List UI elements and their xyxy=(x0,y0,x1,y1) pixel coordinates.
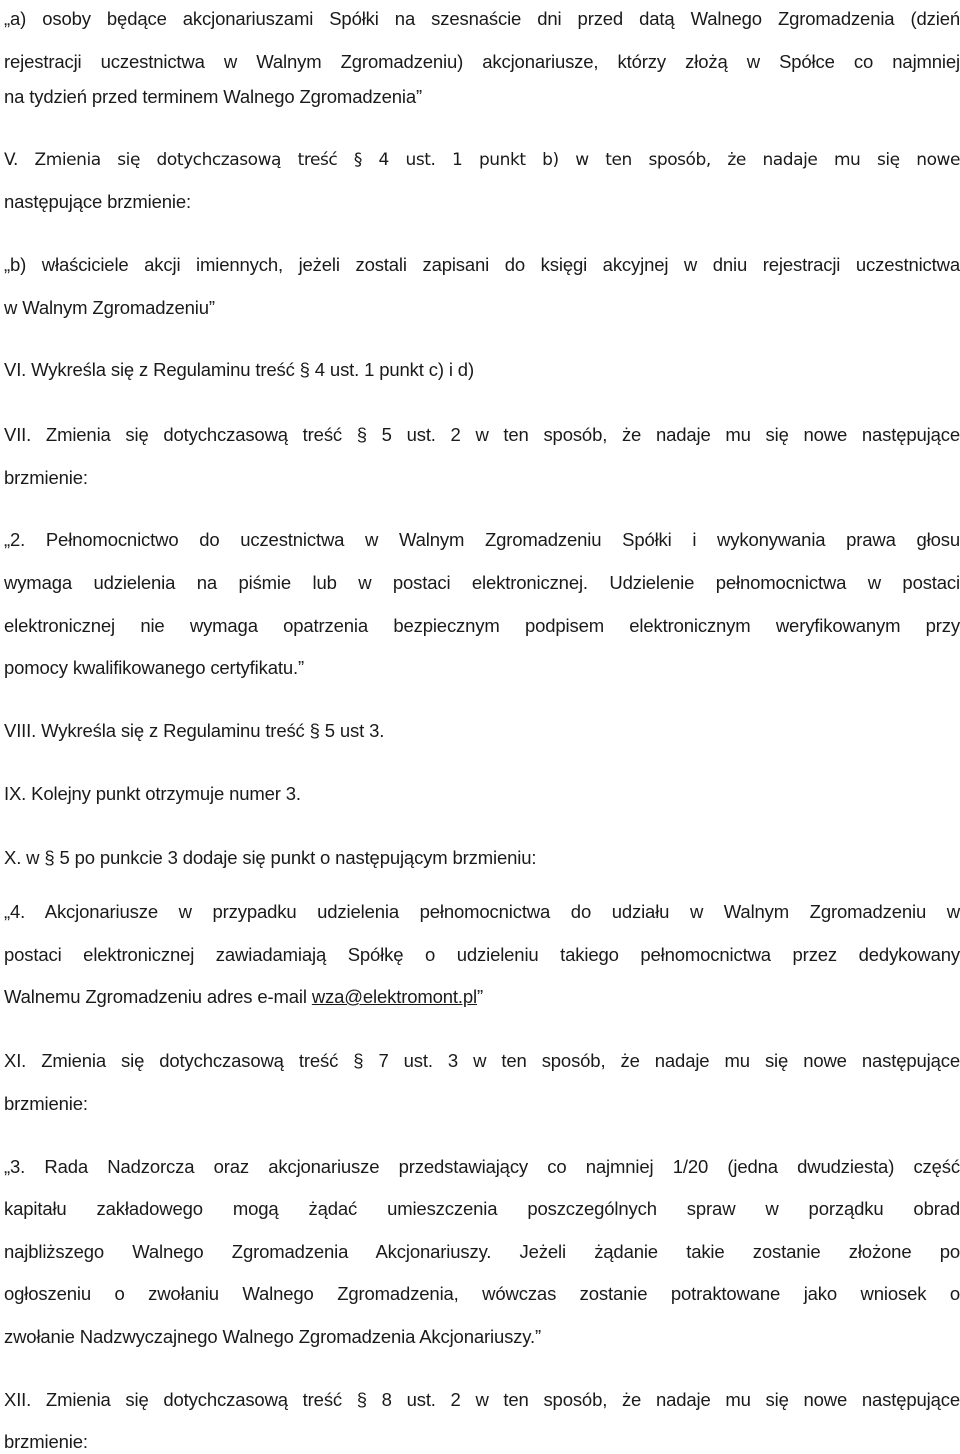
text-line: najbliższego Walnego Zgromadzenia Akcjonariuszy. Jeżeli żądanie takie zostanie złożone po xyxy=(4,1241,960,1262)
text-line: „4. Akcjonariusze w przypadku udzielenia pełnomocnictwa do udziału w Walnym Zgromadzeniu w xyxy=(4,901,960,922)
text-line: pomocy kwalifikowanego certyfikatu.” xyxy=(4,657,304,678)
section-heading-xii: XII. Zmienia się dotychczasową treść § 8 ust. 2 w ten sposób, że nadaje mu się nowe następujące xyxy=(4,1389,960,1410)
section-heading-v: V. Zmienia się dotychczasową treść § 4 ust. 1 punkt b) w ten sposób, że nadaje mu się nowe xyxy=(4,150,960,170)
text-line: postaci elektronicznej zawiadamiają Spółkę o udzieleniu takiego pełnomocnictwa przez dedykowany xyxy=(4,944,960,965)
text-line: „3. Rada Nadzorcza oraz akcjonariusze przedstawiający co najmniej 1/20 (jedna dwudziesta) część xyxy=(4,1156,960,1177)
section-heading-x: X. w § 5 po punkcie 3 dodaje się punkt o następującym brzmieniu: xyxy=(4,847,537,868)
text-line: „b) właściciele akcji imiennych, jeżeli zostali zapisani do księgi akcyjnej w dniu rejestracji uczestnictwa xyxy=(4,254,960,275)
text-line: zwołanie Nadzwyczajnego Walnego Zgromadzenia Akcjonariuszy.” xyxy=(4,1326,542,1347)
text-line: brzmienie: xyxy=(4,1093,88,1114)
section-heading-ix: IX. Kolejny punkt otrzymuje numer 3. xyxy=(4,783,301,804)
section-heading-vii: VII. Zmienia się dotychczasową treść § 5 ust. 2 w ten sposób, że nadaje mu się nowe następujące xyxy=(4,424,960,445)
text-line: wymaga udzielenia na piśmie lub w postaci elektronicznej. Udzielenie pełnomocnictwa w postaci xyxy=(4,572,960,593)
text-line: w Walnym Zgromadzeniu” xyxy=(4,297,215,318)
text-line: brzmienie: xyxy=(4,467,88,488)
text-line: rejestracji uczestnictwa w Walnym Zgromadzeniu) akcjonariusze, którzy złożą w Spółce co najmniej xyxy=(4,51,960,72)
text-line: elektronicznej nie wymaga opatrzenia bezpiecznym podpisem elektronicznym weryfikowanym przy xyxy=(4,615,960,636)
text-line: kapitału zakładowego mogą żądać umieszczenia poszczególnych spraw w porządku obrad xyxy=(4,1198,960,1219)
email-prefix: Walnemu Zgromadzeniu adres e-mail xyxy=(4,986,312,1007)
section-heading-viii: VIII. Wykreśla się z Regulaminu treść § 5 ust 3. xyxy=(4,720,385,741)
closing-quote: ” xyxy=(477,986,484,1007)
text-line: następujące brzmienie: xyxy=(4,191,191,212)
text-line: brzmienie: xyxy=(4,1431,88,1452)
section-heading-vi: VI. Wykreśla się z Regulaminu treść § 4 ust. 1 punkt c) i d) xyxy=(4,359,474,380)
text-line xyxy=(4,985,960,1009)
text-line: ogłoszeniu o zwołaniu Walnego Zgromadzenia, wówczas zostanie potraktowane jako wniosek o xyxy=(4,1283,960,1304)
email-link[interactable]: wza@elektromont.pl xyxy=(311,986,477,1007)
section-heading-xi: XI. Zmienia się dotychczasową treść § 7 ust. 3 w ten sposób, że nadaje mu się nowe następujące xyxy=(4,1050,960,1071)
text-line: „2. Pełnomocnictwo do uczestnictwa w Walnym Zgromadzeniu Spółki i wykonywania prawa głosu xyxy=(4,529,960,550)
text-line: „a) osoby będące akcjonariuszami Spółki na szesnaście dni przed datą Walnego Zgromadzenia (dzień xyxy=(4,8,960,29)
text-line: na tydzień przed terminem Walnego Zgromadzenia” xyxy=(4,86,422,107)
